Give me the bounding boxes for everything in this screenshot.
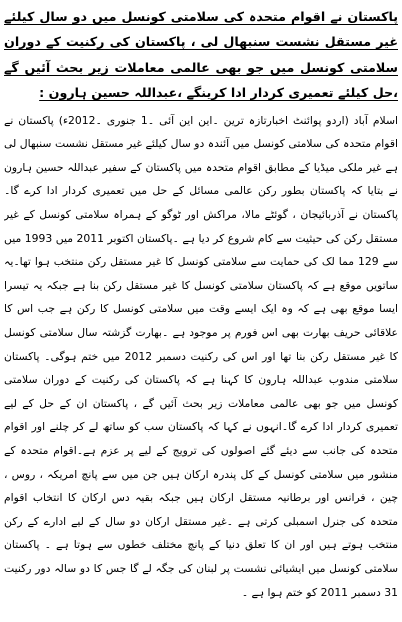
- news-article: [4, 4, 398, 618]
- article-headline: پاکستان نے اقوام متحدہ کی سلامتی کونسل میں دو سال کیلئے غیر مستقل نشست سنبھال لی ، پاکستان کی رکنیت کے دوران سلامتی کونسل میں جو بھی عالمی معاملات زیر بحث آئیں گے ،حل کیلئے تعمیری کردار ادا کرینگے ،عبداللہ حسین ہارون :: [4, 9, 398, 101]
- article-body: اسلام آباد (اردو پوائنٹ اخبارتازہ ترین ۔این این آئی ۔1 جنوری ۔2012ء) پاکستان نے اقوام متحدہ کی سلامتی کونسل میں آئندہ دو سال کیلئے غیر مستقل نشست سنبھال لی ہے غیر ملکی میڈیا کے مطابق اقوام متحدہ میں پاکستان کے سفیر عبداللہ حسین ہارون نے بتایا کہ پاکستان بطور رکن عالمی مسائل کے حل میں تعمیری کردار ادا کرے گا۔پاکستان نے آذربائیجان ، گوئٹے مالا، مراکش اور ٹوگو کے ہمراہ سلامتی کونسل کے غیر مستقل رکن کی حیثیت سے کام شروع کر دیا ہے ۔پاکستان اکتوبر 2011 میں 1993 میں سے 129 مما لک کی حمایت سے سلامتی کونسل کا غیر مستقل رکن منتخب ہوا تھا۔یہ ساتویں موقع ہے کہ پاکستان سلامتی کونسل کا غیر مستقل رکن بنا ہے جبکہ یہ تیسرا ایسا موقع بھی ہے کہ وہ ایک ایسے وقت میں سلامتی کونسل کا رکن ہے جب اس کا علاقائی حریف بھارت بھی اس فورم پر موجود ہے ۔بھارت گزشتہ سال سلامتی کونسل کا غیر مستقل رکن بنا تھا اور اس کی رکنیت دسمبر 2012 میں ختم ہوگی۔ پاکستان سلامتی مندوب عبداللہ ہارون کا کہنا ہے کہ پاکستان کی رکنیت کے دوران سلامتی کونسل میں جو بھی عالمی معاملات زیر بحث آئیں گے ، پاکستان ان کے حل کے لیے تعمیری کردار ادا کرے گا۔انہوں نے کہا کہ پاکستان سب کو ساتھ لے کر چلنے اور اقوام متحدہ کی جانب سے دیئے گئے اصولوں کی ترویج کے لیے پر عزم ہے۔اقوام متحدہ کے منشور میں سلامتی کونسل کے کل پندرہ ارکان ہیں جن میں سے پانچ امریکہ ، روس ، چین ، فرانس اور برطانیہ مستقل ارکان ہیں جبکہ بقیہ دس ارکان کا انتخاب اقوام متحدہ کی جنرل اسمبلی کرتی ہے ۔غیر مستقل ارکان دو سال کے لیے ادارے کے رکن منتخب ہوتے ہیں اور ان کا تعلق دنیا کے پانچ مختلف خطوں سے ہوتا ہے ۔ پاکستان سلامتی کونسل میں ایشیائی نشست پر لبنان کی جگہ لے گا جس کا دو سالہ دور رکنیت 31 دسمبر 2011 کو ختم ہوا ہے ۔: [4, 113, 398, 599]
